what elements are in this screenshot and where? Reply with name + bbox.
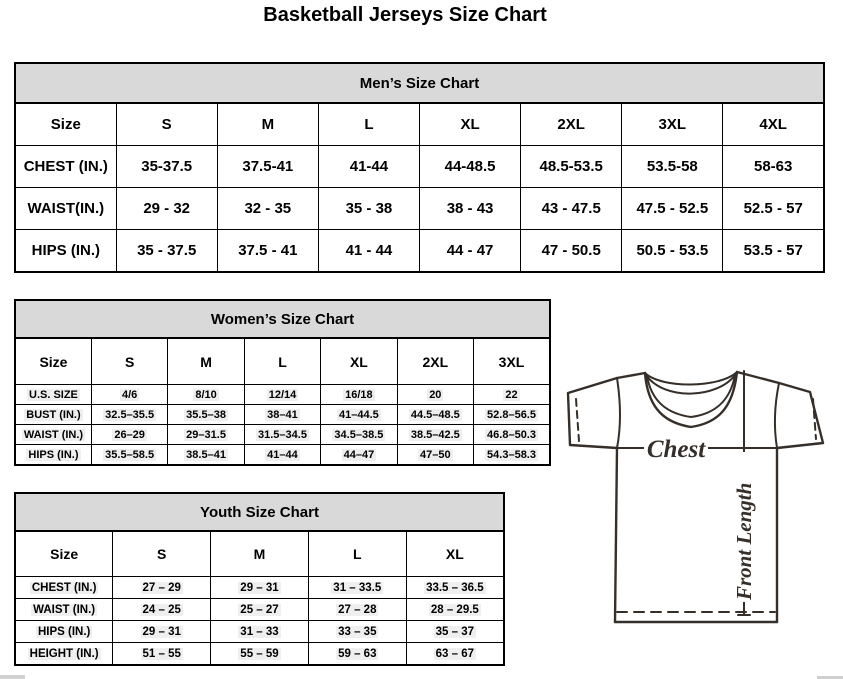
highlighted-value: 12/14 [268, 388, 297, 401]
value-cell [91, 405, 167, 425]
highlighted-value: 33 – 35 [338, 625, 377, 638]
value-cell [211, 621, 309, 643]
right-armhole-seam [775, 383, 779, 448]
table-row [15, 230, 824, 273]
value-cell: 44-48.5 [420, 146, 521, 188]
row-label [15, 385, 91, 405]
table-title: Youth Size Chart [15, 493, 504, 531]
size-header-cell: L [244, 338, 320, 385]
value-cell [244, 445, 320, 466]
page-title: Basketball Jerseys Size Chart [263, 4, 547, 26]
highlighted-value: U.S. SIZE [29, 388, 78, 401]
highlighted-value: HIPS (IN.) [28, 448, 79, 461]
size-header-cell: M [217, 103, 318, 146]
highlighted-value: 24 – 25 [142, 603, 181, 616]
value-cell [244, 405, 320, 425]
value-cell [211, 643, 309, 666]
value-cell: 37.5-41 [217, 146, 318, 188]
value-cell [168, 385, 244, 405]
highlighted-value: 44–47 [343, 448, 375, 461]
value-cell [308, 599, 406, 621]
highlighted-value: 41–44.5 [339, 408, 379, 421]
womens-size-chart-section [14, 299, 551, 466]
value-cell: 48.5-53.5 [521, 146, 622, 188]
highlighted-value: 33.5 – 36.5 [426, 581, 484, 594]
chest-measure-label: Chest [646, 436, 706, 463]
table-row [15, 425, 550, 445]
row-label [15, 599, 113, 621]
value-cell [474, 405, 550, 425]
highlighted-value: 28 – 29.5 [430, 603, 479, 616]
highlighted-value: 38.5–41 [186, 448, 226, 461]
value-cell: 32 - 35 [217, 188, 318, 230]
table-row [15, 643, 504, 666]
table-row [15, 621, 504, 643]
left-sleeve-outline [568, 378, 617, 448]
highlighted-value: 27 – 29 [142, 581, 181, 594]
highlighted-value: 63 – 67 [435, 647, 475, 660]
row-label: HIPS (IN.) [15, 230, 116, 273]
value-cell [113, 643, 211, 666]
table-row [15, 577, 504, 599]
value-cell: 43 - 47.5 [521, 188, 622, 230]
table-row [15, 445, 550, 466]
row-label: WAIST(IN.) [15, 188, 116, 230]
highlighted-value: HIPS (IN.) [37, 625, 91, 638]
size-header-cell: XL [420, 103, 521, 146]
highlighted-value: 25 – 27 [240, 603, 279, 616]
size-column-label: Size [15, 338, 91, 385]
value-cell: 53.5 - 57 [723, 230, 824, 273]
highlighted-value: 29 – 31 [142, 625, 181, 638]
value-cell: 35 - 38 [318, 188, 419, 230]
highlighted-value: 41–44 [267, 448, 298, 461]
highlighted-value: 35 – 37 [435, 625, 475, 638]
highlighted-value: 8/10 [195, 388, 217, 401]
table-row [15, 188, 824, 230]
front-length-measure-label: Front Length [732, 482, 756, 600]
value-cell [474, 425, 550, 445]
value-cell [308, 643, 406, 666]
table-row [15, 599, 504, 621]
value-cell [406, 643, 504, 666]
size-header-cell: S [113, 531, 211, 577]
highlighted-value: 31 – 33 [240, 625, 279, 638]
table-title-row [15, 63, 824, 103]
value-cell [113, 577, 211, 599]
size-header-cell: 3XL [474, 338, 550, 385]
highlighted-value: 4/6 [121, 388, 138, 401]
value-cell: 35 - 37.5 [116, 230, 217, 273]
highlighted-value: 38–41 [267, 408, 298, 421]
size-header-cell: 4XL [723, 103, 824, 146]
value-cell [397, 385, 473, 405]
value-cell: 47.5 - 52.5 [622, 188, 723, 230]
value-cell [91, 425, 167, 445]
row-label [15, 405, 91, 425]
value-cell [321, 445, 397, 466]
value-cell [308, 577, 406, 599]
value-cell: 29 - 32 [116, 188, 217, 230]
value-cell [91, 445, 167, 466]
highlighted-value: CHEST (IN.) [31, 581, 97, 594]
table-row [15, 405, 550, 425]
highlighted-value: 32.5–35.5 [105, 408, 155, 421]
value-cell [406, 599, 504, 621]
mens-size-chart-section [14, 62, 825, 273]
row-label [15, 621, 113, 643]
value-cell: 47 - 50.5 [521, 230, 622, 273]
highlighted-value: 22 [505, 388, 518, 401]
size-header-cell: M [168, 338, 244, 385]
highlighted-value: 38.5–42.5 [410, 428, 460, 441]
value-cell [244, 425, 320, 445]
value-cell [397, 425, 473, 445]
page-edge-artifact-left [0, 675, 25, 679]
size-header-cell: L [318, 103, 419, 146]
value-cell: 37.5 - 41 [217, 230, 318, 273]
highlighted-value: 35.5–38 [186, 408, 226, 421]
value-cell: 53.5-58 [622, 146, 723, 188]
highlighted-value: 29–31.5 [186, 428, 226, 441]
value-cell [211, 577, 309, 599]
jersey-measurement-diagram [558, 362, 833, 630]
highlighted-value: 52.8–56.5 [487, 408, 536, 421]
highlighted-value: 44.5–48.5 [410, 408, 460, 421]
row-label [15, 643, 113, 666]
value-cell: 58-63 [723, 146, 824, 188]
value-cell [308, 621, 406, 643]
value-cell [474, 445, 550, 466]
value-cell [91, 385, 167, 405]
highlighted-value: 31 – 33.5 [333, 581, 382, 594]
size-header-cell: 3XL [622, 103, 723, 146]
table-row [15, 385, 550, 405]
highlighted-value: 29 – 31 [240, 581, 279, 594]
table-title: Men’s Size Chart [15, 63, 824, 103]
value-cell [397, 405, 473, 425]
value-cell [168, 445, 244, 466]
highlighted-value: 55 – 59 [240, 647, 279, 660]
highlighted-value: 26–29 [114, 428, 145, 441]
row-label [15, 425, 91, 445]
row-label: CHEST (IN.) [15, 146, 116, 188]
collar-band-arc-upper [645, 372, 737, 385]
value-cell [406, 621, 504, 643]
highlighted-value: HEIGHT (IN.) [29, 647, 99, 660]
size-column-label: Size [15, 103, 116, 146]
table-title: Women’s Size Chart [15, 300, 550, 338]
table-title-row [15, 300, 550, 338]
value-cell: 41-44 [318, 146, 419, 188]
table-title-row [15, 493, 504, 531]
table-header-row [15, 338, 550, 385]
left-shoulder-line [617, 373, 645, 378]
table-row [15, 146, 824, 188]
size-header-cell: S [116, 103, 217, 146]
value-cell [474, 385, 550, 405]
youth-size-chart-section [14, 492, 505, 666]
mens-size-table [14, 62, 825, 273]
value-cell [321, 385, 397, 405]
value-cell: 38 - 43 [420, 188, 521, 230]
highlighted-value: 20 [429, 388, 442, 401]
value-cell [321, 405, 397, 425]
highlighted-value: 47–50 [420, 448, 451, 461]
value-cell [397, 445, 473, 466]
value-cell [168, 405, 244, 425]
value-cell: 44 - 47 [420, 230, 521, 273]
size-column-label: Size [15, 531, 113, 577]
value-cell: 35-37.5 [116, 146, 217, 188]
youth-size-table [14, 492, 505, 666]
size-header-cell: XL [406, 531, 504, 577]
highlighted-value: 34.5–38.5 [334, 428, 384, 441]
row-label [15, 577, 113, 599]
highlighted-value: BUST (IN.) [26, 408, 81, 421]
value-cell [211, 599, 309, 621]
size-header-cell: 2XL [397, 338, 473, 385]
value-cell: 52.5 - 57 [723, 188, 824, 230]
size-header-cell: M [211, 531, 309, 577]
value-cell [113, 621, 211, 643]
size-header-cell: XL [321, 338, 397, 385]
value-cell [244, 385, 320, 405]
highlighted-value: 51 – 55 [142, 647, 181, 660]
highlighted-value: 59 – 63 [338, 647, 377, 660]
left-armhole-seam [617, 378, 620, 448]
highlighted-value: 54.3–58.3 [487, 448, 536, 461]
table-header-row [15, 103, 824, 146]
womens-size-table [14, 299, 551, 466]
value-cell [321, 425, 397, 445]
body-left-edge [615, 448, 617, 622]
jersey-diagram-svg [558, 362, 833, 630]
left-cuff-dashed-line [576, 399, 579, 441]
highlighted-value: WAIST (IN.) [33, 603, 96, 616]
value-cell: 41 - 44 [318, 230, 419, 273]
value-cell [406, 577, 504, 599]
highlighted-value: WAIST (IN.) [23, 428, 84, 441]
table-header-row [15, 531, 504, 577]
value-cell [168, 425, 244, 445]
size-header-cell: L [308, 531, 406, 577]
highlighted-value: 31.5–34.5 [258, 428, 307, 441]
highlighted-value: 27 – 28 [338, 603, 377, 616]
row-label [15, 445, 91, 466]
value-cell [113, 599, 211, 621]
value-cell: 50.5 - 53.5 [622, 230, 723, 273]
highlighted-value: 35.5–58.5 [105, 448, 155, 461]
size-header-cell: 2XL [521, 103, 622, 146]
size-header-cell: S [91, 338, 167, 385]
highlighted-value: 16/18 [345, 388, 373, 401]
highlighted-value: 46.8–50.3 [487, 428, 536, 441]
